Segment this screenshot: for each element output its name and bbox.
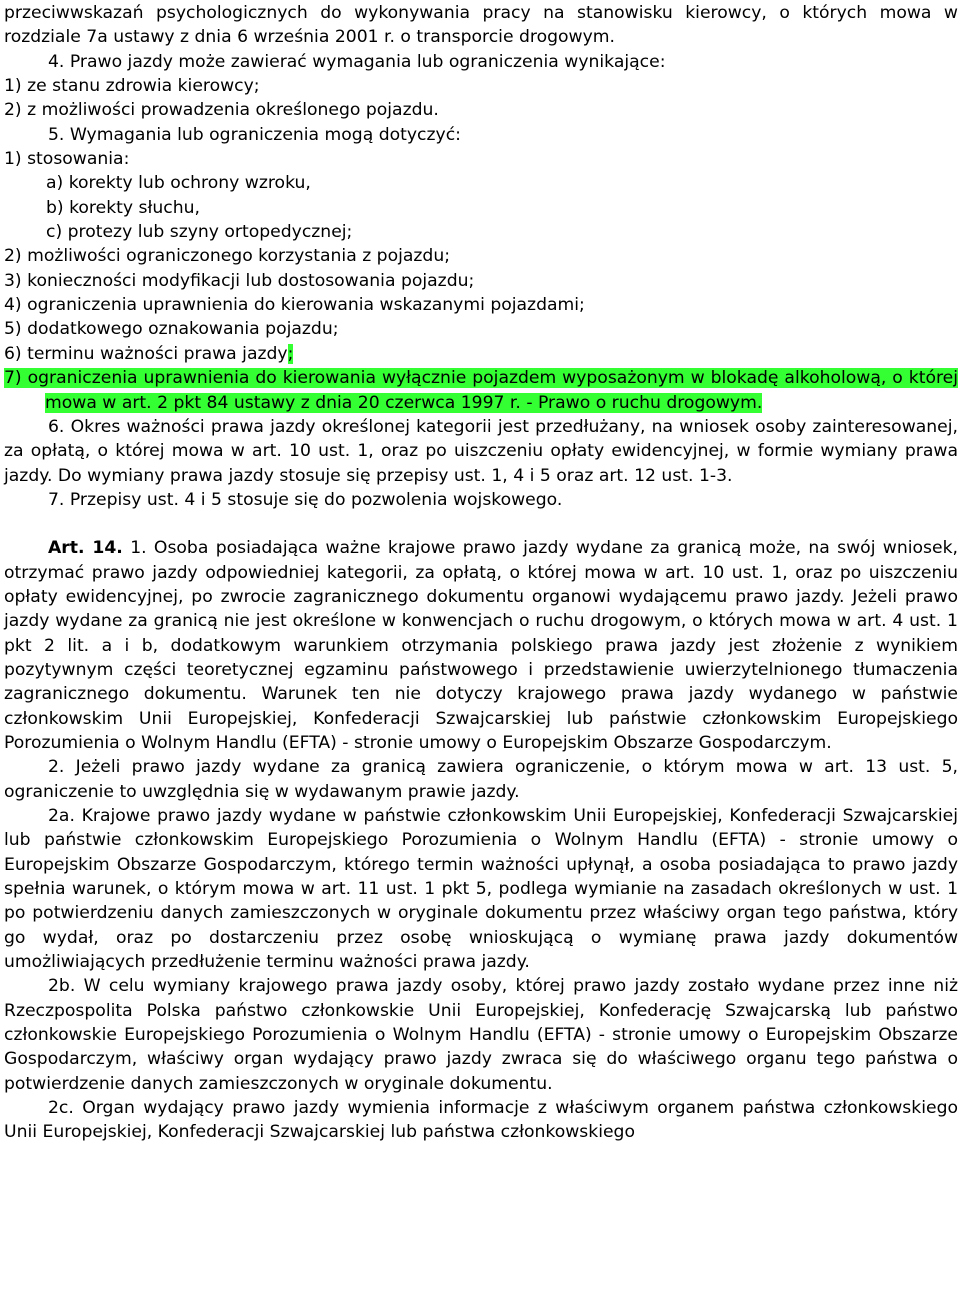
- list-item: 5) dodatkowego oznakowania pojazdu;: [4, 319, 339, 340]
- paragraph: 5. Wymagania lub ograniczenia mogą dotyczyć:: [48, 124, 461, 145]
- text: 6) terminu ważności prawa jazdy: [4, 343, 288, 364]
- list-item: b) korekty słuchu,: [46, 197, 200, 218]
- paragraph: 2b. W celu wymiany krajowego prawa jazdy osoby, której prawo jazdy zostało wydane przez inne niż Rzeczpospolita Polska państwo członkowskie Unii Europejskiej, Konfederację Szwajcarską lub państwo członkowskie Europejskiego Porozumienia o Wolnym Handlu (EFTA) - stronie umowy o Europejskim Obszarze Gospodarczym, właściwy organ wydający prawo jazdy zwraca się do właściwego organu tego państwa o potwierdzenie danych zamieszczonych w oryginale dokumentu.: [4, 976, 958, 1094]
- article-paragraph: [4, 536, 958, 755]
- list-item: 4) ograniczenia uprawnienia do kierowania wskazanymi pojazdami;: [4, 295, 585, 316]
- list-item: 1) ze stanu zdrowia kierowcy;: [4, 76, 260, 97]
- article-heading: Art. 14.: [48, 538, 123, 559]
- text: 1. Osoba posiadająca ważne krajowe prawo jazdy wydane za granicą może, na swój wniosek, otrzymać prawo jazdy odpowiedniej kategorii, za opłatą, o której mowa w art. 10 ust. 1, oraz po uiszczeniu opłaty ewidencyjnej, po zwrocie zagranicznego dokumentu organowi wydającemu prawo jazdy. Jeżeli prawo jazdy wydane za granicą nie jest określone w konwencjach o ruchu drogowym, o których mowa w art. 4 ust. 1 pkt 2 lit. a i b, dodatkowym warunkiem otrzymania polskiego prawa jazdy jest złożenie z wynikiem pozytywnym części teoretycznej egzaminu państwowego i przedstawienie uwierzytelnionego tłumaczenia zagranicznego dokumentu. Warunek ten nie dotyczy krajowego prawa jazdy wydanego w państwie członkowskim Unii Europejskiej, Konfederacji Szwajcarskiej lub państwie członkowskim Europejskiego Porozumienia o Wolnym Handlu (EFTA) - stronie umowy o Europejskim Obszarze Gospodarczym.: [4, 538, 958, 753]
- paragraph: 2a. Krajowe prawo jazdy wydane w państwie członkowskim Unii Europejskiej, Konfederacji Szwajcarskiej lub państwie członkowskim Europejskiego Porozumienia o Wolnym Handlu (EFTA) - stronie umowy o Europejskim Obszarze Gospodarczym, którego termin ważności upłynął, a osoba posiadająca to prawo jazdy spełnia warunek, o którym mowa w art. 11 ust. 1 pkt 5, podlega wymianie na zasadach określonych w ust. 1 po potwierdzeniu danych zamieszczonych w oryginale dokumentu przez właściwy organ tego państwa, który go wydał, oraz po dostarczeniu przez osobę wnioskującą o wymianę prawa jazdy dokumentów umożliwiających przedłużenie terminu ważności prawa jazdy.: [4, 806, 958, 973]
- list-item: 1) stosowania:: [4, 149, 130, 170]
- paragraph: 2c. Organ wydający prawo jazdy wymienia informacje z właściwym organem państwa członkowskiego Unii Europejskiej, Konfederacji Szwajcarskiej lub państwa członkowskiego: [4, 1098, 958, 1143]
- highlighted-text: ;: [287, 343, 294, 364]
- paragraph: 2. Jeżeli prawo jazdy wydane za granicą zawiera ograniczenie, o którym mowa w art. 13 ust. 5, ograniczenie to uwzględnia się w wydawanym prawie jazdy.: [4, 757, 958, 802]
- list-item: 2) możliwości ograniczonego korzystania z pojazdu;: [4, 246, 451, 267]
- document-page: [4, 0, 958, 1145]
- paragraph: przeciwwskazań psychologicznych do wykonywania pracy na stanowisku kierowcy, o których mowa w rozdziale 7a ustawy z dnia 6 września 2001 r. o transporcie drogowym.: [4, 3, 958, 48]
- paragraph: 6. Okres ważności prawa jazdy określonej kategorii jest przedłużany, na wniosek osoby zainteresowanej, za opłatą, o której mowa w art. 10 ust. 1, oraz po uiszczeniu opłaty ewidencyjnej, w formie wymiany prawa jazdy. Do wymiany prawa jazdy stosuje się przepisy ust. 1, 4 i 5 oraz art. 12 ust. 1-3.: [4, 416, 958, 486]
- list-item: c) protezy lub szyny ortopedycznej;: [46, 222, 353, 243]
- highlighted-text: 7) ograniczenia uprawnienia do kierowania wyłącznie pojazdem wyposażonym w blokadę alkoholową, o której mowa w art. 2 pkt 84 ustawy z dnia 20 czerwca 1997 r. - Prawo o ruchu drogowym.: [4, 368, 958, 413]
- highlighted-list-item: [4, 366, 958, 415]
- list-item: 3) konieczności modyfikacji lub dostosowania pojazdu;: [4, 270, 475, 291]
- list-item: [4, 342, 958, 366]
- list-item: a) korekty lub ochrony wzroku,: [46, 173, 311, 194]
- paragraph: 4. Prawo jazdy może zawierać wymagania lub ograniczenia wynikające:: [48, 51, 666, 72]
- paragraph: 7. Przepisy ust. 4 i 5 stosuje się do pozwolenia wojskowego.: [48, 489, 563, 510]
- list-item: 2) z możliwości prowadzenia określonego pojazdu.: [4, 100, 439, 121]
